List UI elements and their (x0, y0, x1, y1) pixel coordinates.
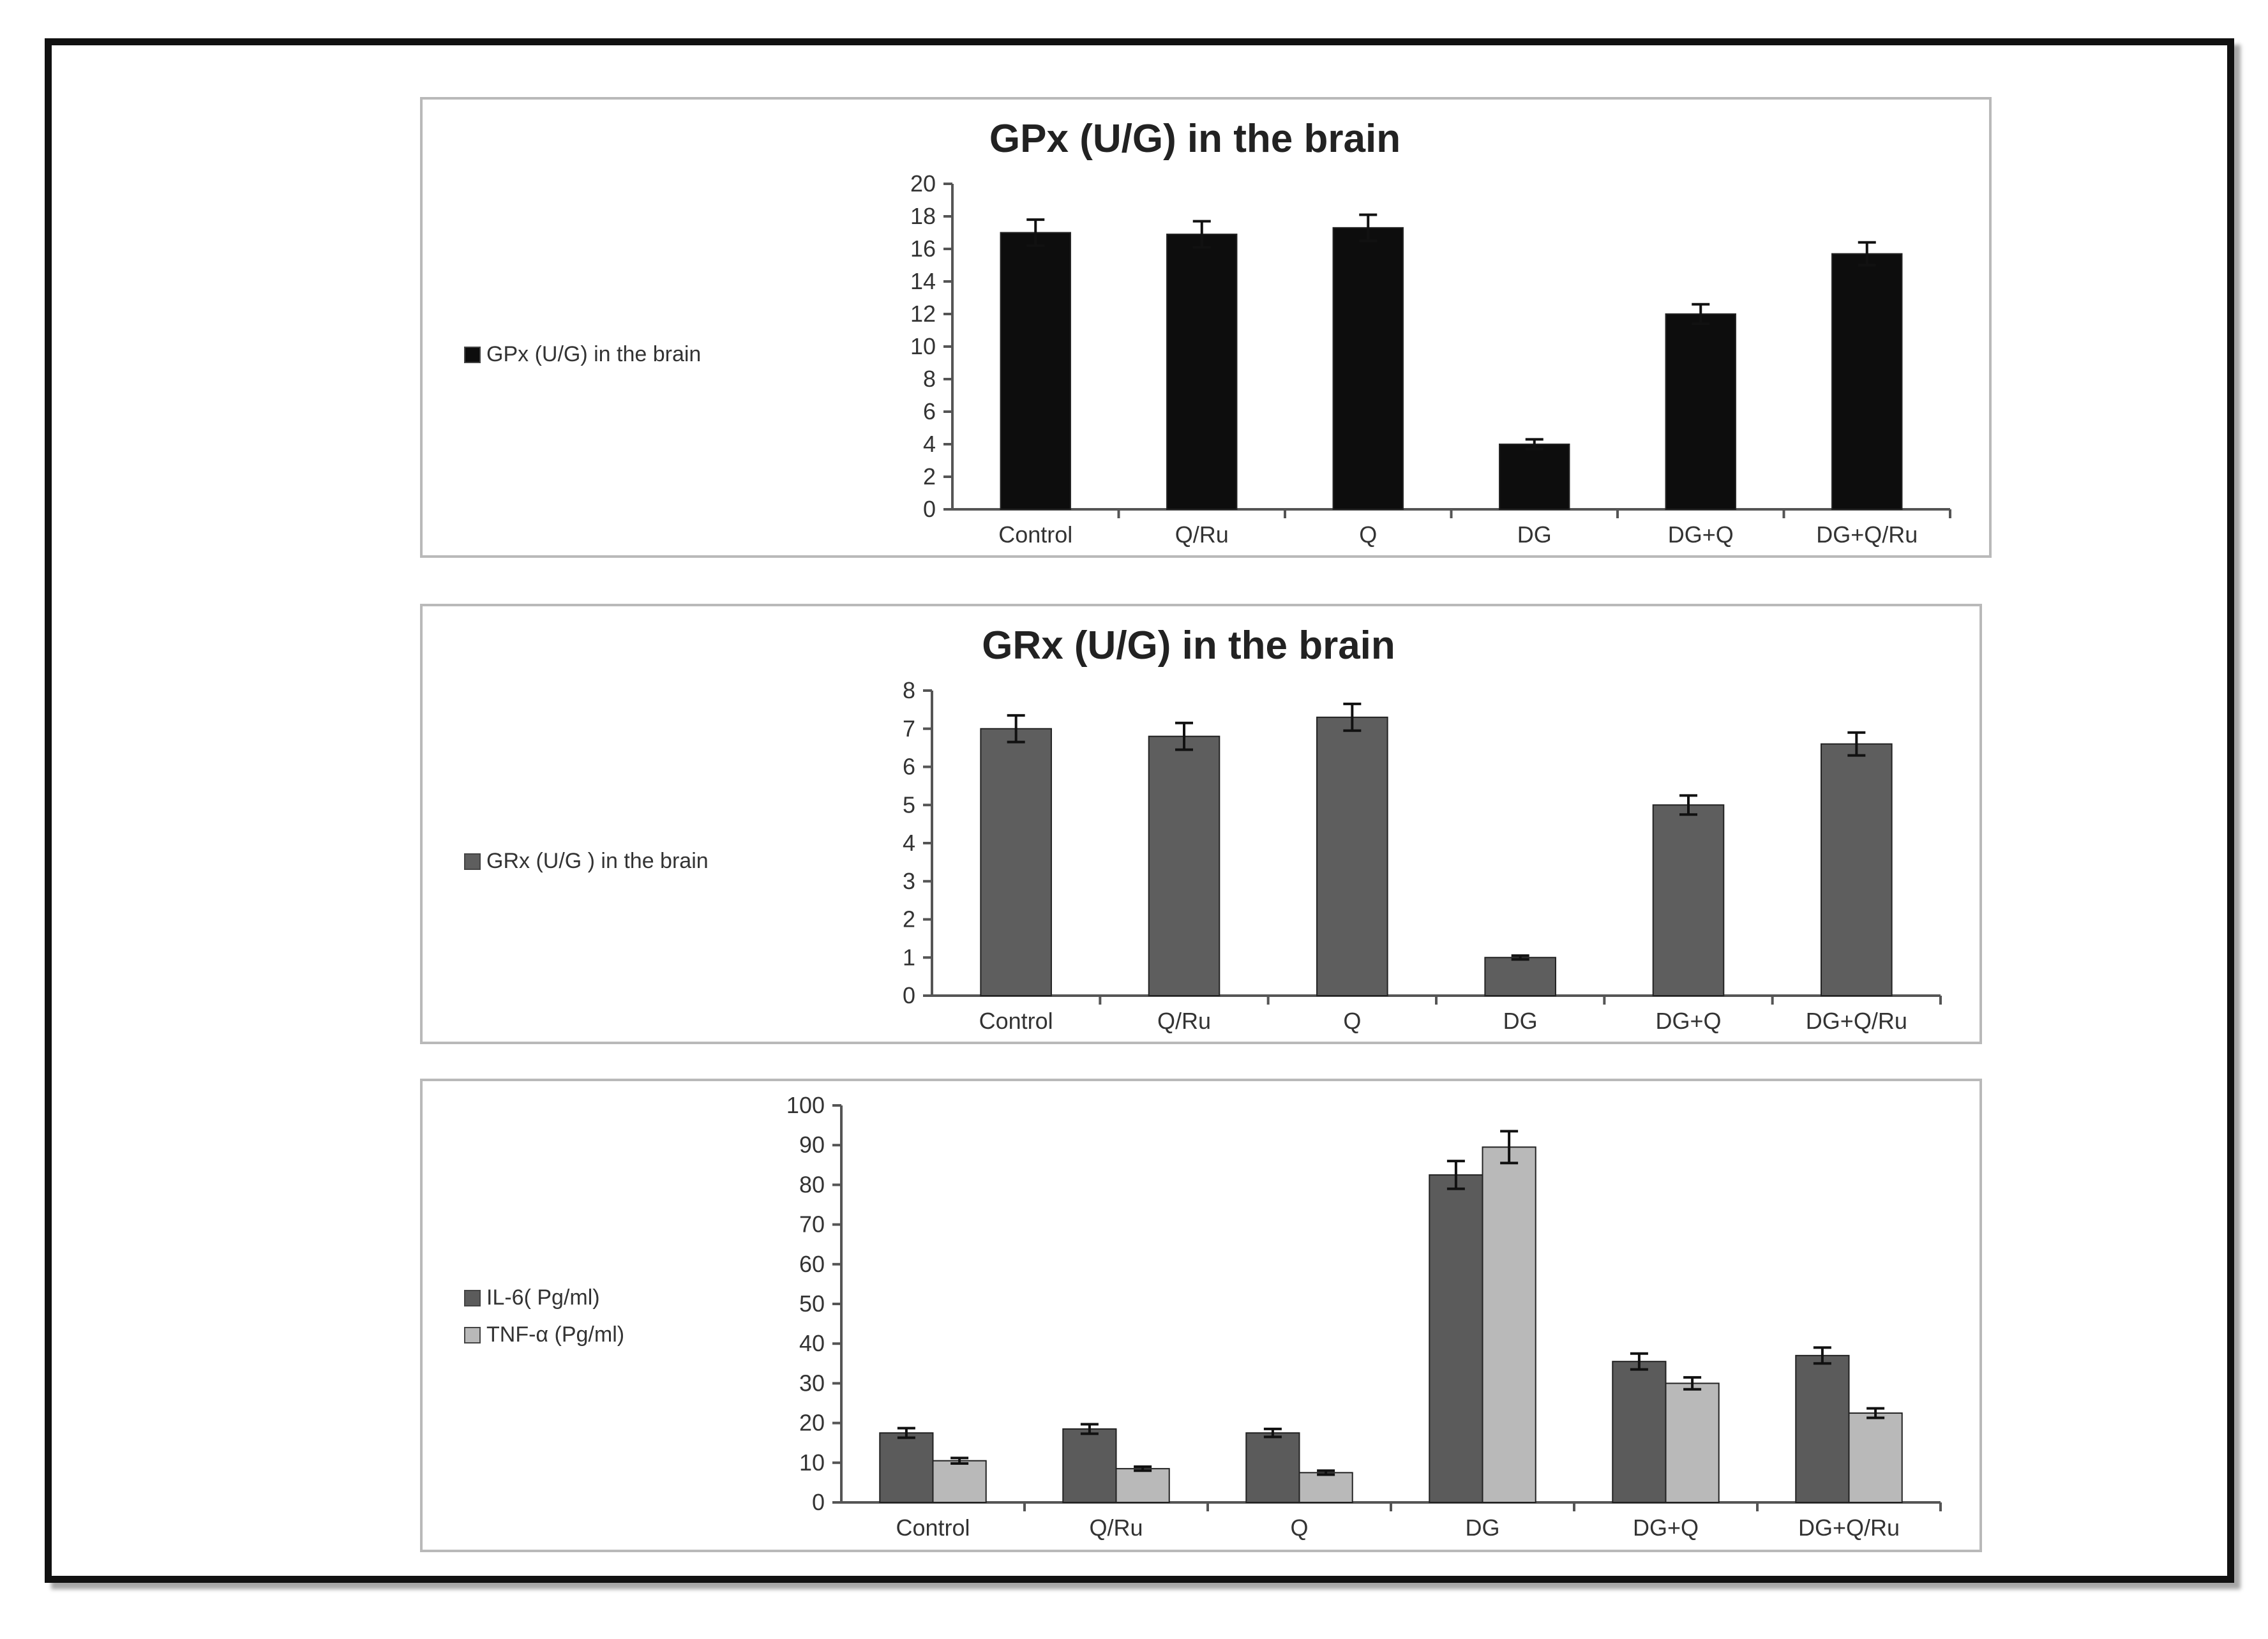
x-tick-label: DG+Q/Ru (1816, 521, 1918, 548)
x-tick-label: Q (1343, 1008, 1362, 1034)
x-tick-label: Q (1359, 521, 1378, 548)
y-tick-label: 60 (799, 1250, 825, 1277)
x-tick-label: Control (979, 1008, 1053, 1034)
bar (1821, 744, 1892, 996)
bar (1167, 234, 1236, 509)
y-tick-label: 10 (910, 333, 936, 359)
bar (1116, 1469, 1169, 1502)
x-tick-label: Control (896, 1515, 970, 1541)
x-tick-label: DG+Q (1655, 1008, 1722, 1034)
x-tick-label: DG (1465, 1515, 1500, 1541)
y-tick-label: 80 (799, 1171, 825, 1198)
bar (1333, 228, 1403, 509)
y-tick-label: 3 (902, 867, 915, 894)
bar (1429, 1175, 1482, 1502)
y-tick-label: 2 (922, 463, 936, 490)
legend-swatch (465, 854, 480, 869)
x-tick-label: DG (1503, 1008, 1538, 1034)
legend-label: GPx (U/G) in the brain (486, 342, 702, 366)
y-tick-label: 5 (902, 791, 915, 818)
chart-svg (423, 1081, 1985, 1555)
bar (1246, 1433, 1299, 1502)
bar (1666, 314, 1736, 509)
x-tick-label: Q (1290, 1515, 1309, 1541)
y-tick-label: 0 (922, 496, 936, 522)
bar (880, 1433, 933, 1502)
bar (1832, 254, 1902, 509)
y-tick-label: 100 (786, 1092, 825, 1118)
bar (1499, 444, 1569, 509)
y-tick-label: 20 (799, 1409, 825, 1436)
x-tick-label: DG+Q/Ru (1798, 1515, 1900, 1541)
y-tick-label: 50 (799, 1291, 825, 1317)
bar (1300, 1472, 1353, 1502)
y-tick-label: 2 (902, 906, 915, 932)
cytokine-chart-panel (420, 1079, 1982, 1552)
legend-swatch (465, 347, 480, 363)
y-tick-label: 40 (799, 1330, 825, 1357)
x-tick-label: DG+Q/Ru (1805, 1008, 1907, 1034)
legend-label: TNF-α (Pg/ml) (486, 1322, 625, 1347)
bar (1653, 805, 1724, 996)
y-tick-label: 16 (910, 236, 936, 262)
bar (1849, 1413, 1902, 1502)
x-tick-label: Q/Ru (1175, 521, 1229, 548)
bar (1001, 233, 1070, 510)
y-tick-label: 90 (799, 1132, 825, 1158)
bar (1796, 1356, 1849, 1502)
y-tick-label: 30 (799, 1370, 825, 1396)
legend-swatch (465, 1291, 480, 1306)
legend-label: GRx (U/G ) in the brain (486, 849, 709, 873)
bar (1149, 737, 1220, 996)
x-tick-label: DG+Q (1632, 1515, 1699, 1541)
chart-title: GRx (U/G) in the brain (982, 624, 1395, 668)
bar (933, 1461, 986, 1502)
bar (1317, 717, 1388, 996)
chart-svg (423, 606, 1985, 1047)
bar (1666, 1383, 1719, 1502)
y-tick-label: 6 (922, 398, 936, 424)
y-tick-label: 20 (910, 170, 936, 197)
y-tick-label: 8 (902, 677, 915, 703)
bar (1063, 1429, 1116, 1502)
bar (1483, 1147, 1536, 1502)
chart-title: GPx (U/G) in the brain (989, 117, 1401, 161)
y-tick-label: 8 (922, 366, 936, 392)
x-tick-label: DG (1517, 521, 1552, 548)
y-tick-label: 4 (922, 431, 936, 457)
x-tick-label: Q/Ru (1089, 1515, 1143, 1541)
y-tick-label: 1 (902, 944, 915, 971)
y-tick-label: 12 (910, 301, 936, 327)
bar (1485, 957, 1556, 996)
y-tick-label: 0 (902, 982, 915, 1008)
y-tick-label: 14 (910, 268, 936, 294)
x-tick-label: Q/Ru (1157, 1008, 1212, 1034)
x-tick-label: Control (998, 521, 1073, 548)
gpx-chart-panel (420, 97, 1992, 558)
y-tick-label: 0 (811, 1489, 825, 1515)
y-tick-label: 18 (910, 203, 936, 229)
y-tick-label: 7 (902, 715, 915, 742)
y-tick-label: 10 (799, 1449, 825, 1476)
y-tick-label: 4 (902, 830, 915, 856)
bar (1612, 1361, 1665, 1502)
x-tick-label: DG+Q (1667, 521, 1734, 548)
bar (980, 729, 1051, 996)
grx-chart-panel (420, 604, 1982, 1044)
legend-swatch (465, 1328, 480, 1343)
chart-svg (423, 100, 1994, 560)
legend-label: IL-6( Pg/ml) (486, 1285, 600, 1310)
y-tick-label: 70 (799, 1211, 825, 1238)
y-tick-label: 6 (902, 753, 915, 780)
